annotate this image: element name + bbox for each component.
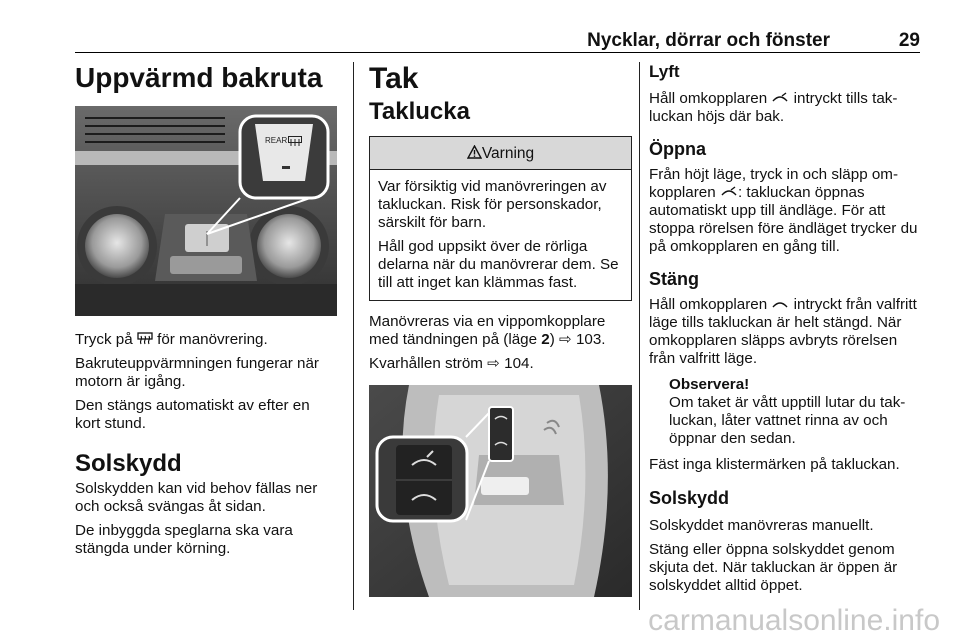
warning-text: Var försiktig vid manövreringen av takluckan. Risk för personskador, särskilt för barn. [378,178,607,231]
column-2 [369,62,632,597]
heading-sunroof: Taklucka [369,98,470,125]
paragraph: Solskydden kan vid behov fällas ner och också svängas åt sidan. [75,480,318,515]
chapter-title: Nycklar, dörrar och fönster [587,30,830,51]
heading-sunshade: Solskydd [649,488,730,508]
page-header [75,28,920,53]
paragraph: Manövreras via en vippomkopplare med tändningen på (läge 2) ⇨ 103. [369,313,606,348]
rear-window-heater-icon [288,136,302,147]
note-title: Observera! [669,376,750,393]
paragraph: Solskyddet manövreras manuellt. [649,517,874,534]
sunroof-close-icon [771,298,789,310]
sunroof-tilt-icon [771,92,789,104]
paragraph: Tryck på för manövrering. [75,331,268,348]
rear-button-label: REAR [265,136,288,145]
rear-window-heater-icon [137,332,153,346]
sunroof-switch-photo [369,385,632,597]
paragraph: Den stängs automatiskt av efter en kort stund. [75,397,310,432]
paragraph: Fäst inga klistermärken på takluckan. [649,456,900,473]
paragraph: Håll omkopplaren intryckt från valfritt läge tills takluckan är helt stängd. När omkopplaren släpps avbryts rörelsen från valfritt läge. [649,296,917,367]
warning-header [370,137,631,170]
page-ref-arrow-icon: ⇨ [487,355,505,372]
paragraph: Kvarhållen ström ⇨ 104. [369,355,534,372]
heading-close: Stäng [649,269,700,289]
watermark: carmanualsonline.info [648,604,940,637]
paragraph: Från höjt läge, tryck in och släpp omkopplaren : takluckan öppnas automatiskt upp till ändläge. För att stoppa rörelsen före ändläget trycker du på omkopplaren en gång till. [649,166,918,255]
note-box [649,376,927,448]
column-3 [649,62,927,595]
heading-roof: Tak [369,62,419,95]
overhead-console-illustration [369,385,632,597]
sunroof-tilt-icon [720,186,738,198]
page-ref-arrow-icon: ⇨ [559,331,576,348]
heading-sunvisor: Solskydd [75,450,182,477]
column-1 [75,62,337,558]
warning-title: Varning [481,145,535,162]
rear-defrost-photo [75,106,337,316]
paragraph: Bakruteuppvärmningen fungerar när motorn är igång. [75,355,319,390]
paragraph: De inbyggda speglarna ska vara stängda under körning. [75,522,293,557]
heading-lift: Lyft [649,62,680,81]
note-text: Om taket är vått upptill lutar du takluckan, låter vattnet rinna av och öppnar den sedan. [669,394,906,447]
paragraph: Stäng eller öppna solskyddet genom skjuta det. När takluckan är öppen är solskyddet alltid öppet. [649,541,898,594]
column-divider [639,62,640,610]
warning-box [369,136,632,301]
paragraph: Håll omkopplaren intryckt tills takluckan höjs där bak. [649,90,898,125]
column-divider [353,62,354,610]
heading-open: Öppna [649,139,706,159]
page-number: 29 [898,30,920,51]
warning-triangle-icon [467,145,482,159]
warning-text: Håll god uppsikt över de rörliga delarna när du manövrerar dem. Se till att inget kan klämmas fast. [378,238,619,291]
heading-rear-window: Uppvärmd bakruta [75,62,323,93]
